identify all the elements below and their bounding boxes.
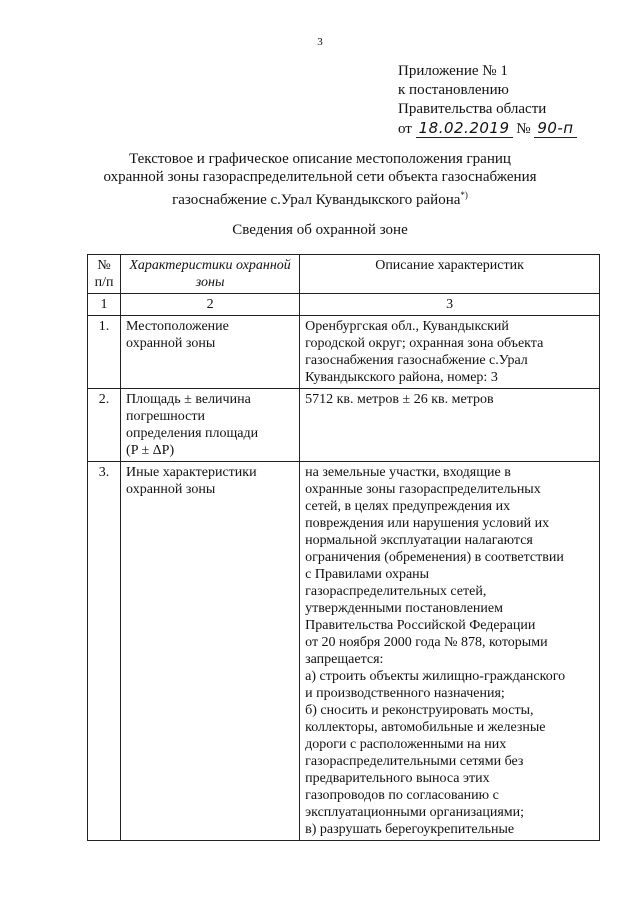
text-line: охранной зоны <box>126 482 216 497</box>
text-line: (P ± ΔP) <box>126 443 175 458</box>
text-line: предварительного выноса этих <box>305 771 490 786</box>
text-line: повреждения или нарушения условий их <box>305 516 550 531</box>
table-row <box>88 462 600 841</box>
text-line: от 20 ноября 2000 года № 878, которыми <box>305 635 548 650</box>
row-number: 3. <box>88 462 121 841</box>
text-line: б) сносить и реконструировать мосты, <box>305 703 534 718</box>
col-number-3: 3 <box>300 294 600 316</box>
table-row <box>88 316 600 389</box>
row-description <box>300 462 600 841</box>
page-number: 3 <box>317 36 323 48</box>
title-line3-wrap <box>60 186 580 209</box>
text-line: дороги с расположенными на них <box>305 737 507 752</box>
text-line: утвержденными постановлением <box>305 601 503 616</box>
text-line: охранные зоны газораспределительных <box>305 482 541 497</box>
row-description <box>300 316 600 389</box>
title-line3: газоснабжение с.Урал Кувандыкского района <box>172 192 461 208</box>
text-line: газораспределительными сетями без <box>305 754 524 769</box>
text-line: погрешности <box>126 409 205 424</box>
row-description <box>300 389 600 462</box>
row-number: 2. <box>88 389 121 462</box>
text-line: нормальной эксплуатации налагаются <box>305 533 533 548</box>
text-line: охранной зоны <box>126 336 216 351</box>
title-line1: Текстовое и графическое описание местоположения границ <box>129 151 511 167</box>
row-characteristic <box>121 462 300 841</box>
protection-zone-table <box>87 254 600 841</box>
section-subtitle: Сведения об охранной зоне <box>232 222 408 238</box>
text-line: Правительства Российской Федерации <box>305 618 536 633</box>
text-line: коллекторы, автомобильные и железные <box>305 720 546 735</box>
col-number-1: 1 <box>88 294 121 316</box>
text-line: эксплуатационными организациями; <box>305 805 525 820</box>
date-prefix: от <box>398 121 412 137</box>
text-line: и производственного назначения; <box>305 686 505 701</box>
header-description: Описание характеристик <box>300 255 600 294</box>
number-sign: № <box>516 121 531 137</box>
text-line: городской округ; охранная зона объекта <box>305 336 544 351</box>
appendix-line3: Правительства области <box>398 101 547 117</box>
header-characteristics: Характеристики охранной зоны <box>121 255 300 294</box>
text-line: на земельные участки, входящие в <box>305 465 511 480</box>
row-characteristic <box>121 389 300 462</box>
col-number-2: 2 <box>121 294 300 316</box>
handwritten-date: 18.02.2019 <box>416 119 513 138</box>
text-line: 5712 кв. метров ± 26 кв. метров <box>305 392 494 407</box>
text-line: Площадь ± величина <box>126 392 251 407</box>
title-line2: охранной зоны газораспределительной сети объекта газоснабжения <box>103 169 537 185</box>
table-header-row <box>88 255 600 294</box>
text-line: сетей, в целях предупреждения их <box>305 499 511 514</box>
handwritten-number: 90-п <box>534 119 576 138</box>
column-number-row <box>88 294 600 316</box>
text-line: Оренбургская обл., Кувандыкский <box>305 319 509 334</box>
appendix-block <box>398 62 577 139</box>
text-line: Кувандыкского района, номер: 3 <box>305 370 498 385</box>
appendix-line1: Приложение № 1 <box>398 63 508 79</box>
appendix-line2: к постановлению <box>398 82 509 98</box>
text-line: с Правилами охраны <box>305 567 430 582</box>
text-line: газораспределительных сетей, <box>305 584 487 599</box>
text-line: Местоположение <box>126 319 229 334</box>
text-line: определения площади <box>126 426 259 441</box>
table-row <box>88 389 600 462</box>
row-number: 1. <box>88 316 121 389</box>
footnote-mark: *) <box>460 190 468 200</box>
text-line: в) разрушать берегоукрепительные <box>305 822 515 837</box>
text-line: газоснабжения газоснабжение с.Урал <box>305 353 528 368</box>
appendix-date-line <box>398 119 577 139</box>
text-line: Иные характеристики <box>126 465 257 480</box>
text-line: газопроводов по согласованию с <box>305 788 499 803</box>
header-number: № п/п <box>88 255 121 294</box>
text-line: ограничения (обременения) в соответствии <box>305 550 564 565</box>
text-line: а) строить объекты жилищно-гражданского <box>305 669 566 684</box>
text-line: запрещается: <box>305 652 384 667</box>
row-characteristic <box>121 316 300 389</box>
document-title <box>60 150 580 209</box>
